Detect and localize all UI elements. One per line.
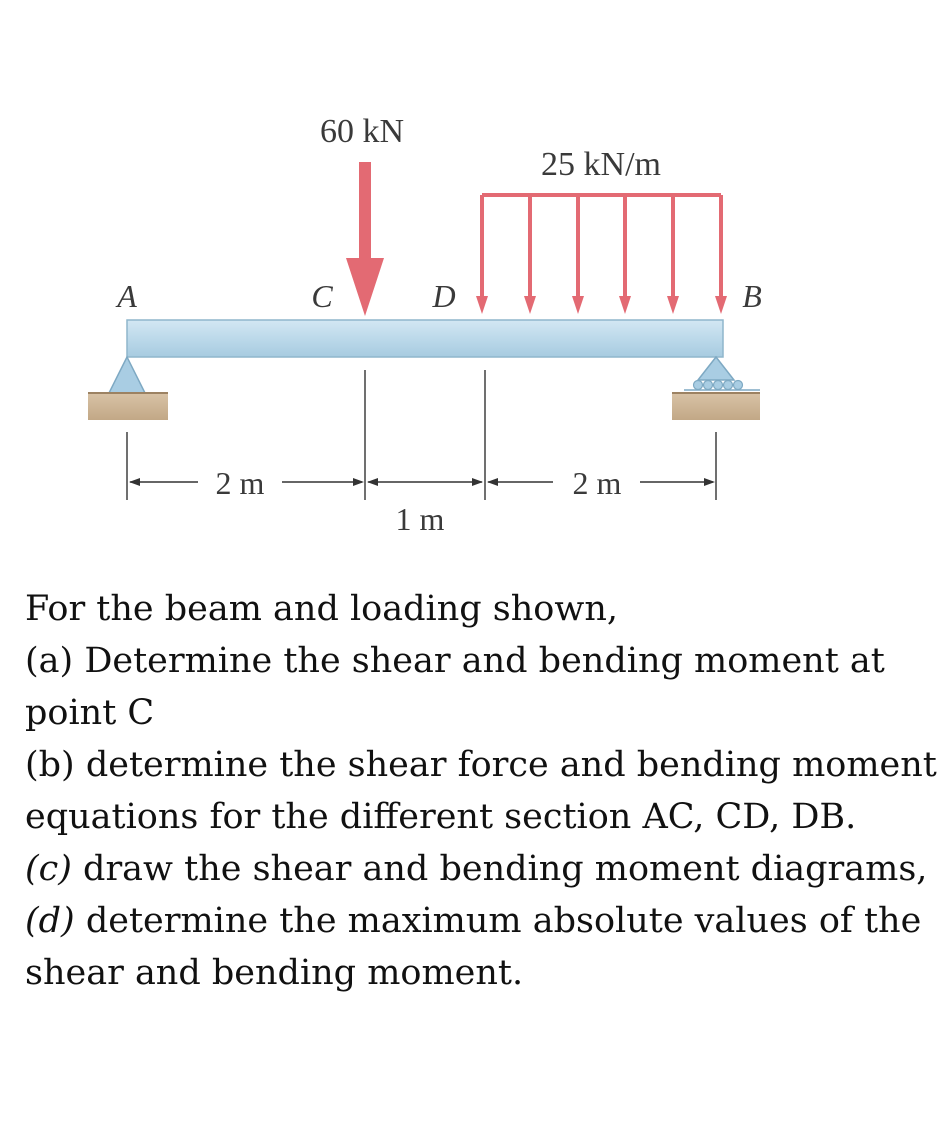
dimension-db-label: 2 m <box>572 465 622 501</box>
problem-intro: For the beam and loading shown, <box>25 589 618 629</box>
pin-support-a <box>88 357 168 420</box>
point-load-label: 60 kN <box>319 113 405 150</box>
point-load-arrow <box>346 162 384 316</box>
part-c-text: draw the shear and bending moment diagrams, <box>71 849 928 889</box>
part-b-text: determine the shear force and bending moment equations for the different section AC, CD, DB. <box>25 745 937 837</box>
distributed-load <box>476 195 727 314</box>
point-c-label: C <box>311 278 333 314</box>
roller-support-b <box>672 357 760 420</box>
part-d-tag: (d) <box>25 901 75 941</box>
problem-part-d <box>25 895 940 999</box>
part-d-text: determine the maximum absolute values of the shear and bending moment. <box>25 901 922 993</box>
problem-part-a <box>25 635 940 739</box>
part-c-tag: (c) <box>25 849 72 889</box>
part-b-tag: (b) <box>25 745 75 785</box>
problem-part-b <box>25 739 940 843</box>
part-a-tag: (a) <box>25 641 74 681</box>
distributed-load-label: 25 kN/m <box>541 146 661 183</box>
point-d-label: D <box>432 278 456 314</box>
problem-statement <box>25 583 940 999</box>
dimension-cd-label: 1 m <box>395 501 445 537</box>
beam-diagram <box>0 0 947 560</box>
point-a-label: A <box>117 278 137 314</box>
beam <box>127 320 723 357</box>
point-b-label: B <box>742 278 762 314</box>
part-a-text: Determine the shear and bending moment at point C <box>25 641 885 733</box>
dimension-ac-label: 2 m <box>215 465 265 501</box>
problem-part-c <box>25 843 940 895</box>
